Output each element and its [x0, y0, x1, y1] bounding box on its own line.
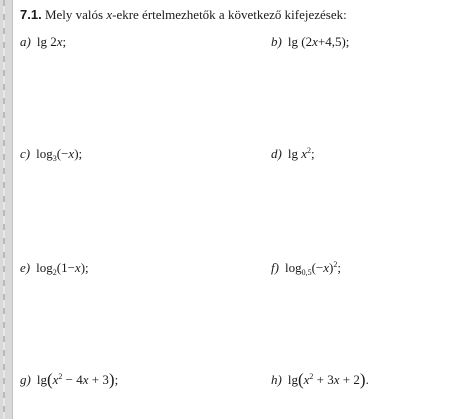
item-d-var: x	[301, 146, 307, 161]
item-g-open: (	[46, 370, 53, 389]
item-h-const: 2	[353, 372, 360, 387]
item-c-var: x	[68, 146, 75, 161]
item-h-label: h)	[271, 372, 282, 387]
item-c-base: 3	[52, 154, 57, 163]
item-f-open: (	[311, 260, 316, 275]
item-a-label: a)	[20, 34, 31, 49]
item-g-end: ;	[114, 372, 119, 387]
item-d-end: ;	[311, 146, 315, 161]
item-e-base: 2	[52, 268, 57, 277]
item-e-open: (	[56, 260, 62, 275]
item-f-label: f)	[271, 260, 279, 275]
item-h	[271, 372, 369, 388]
item-g-label: g)	[20, 372, 31, 387]
item-b-op: +	[317, 34, 326, 49]
item-b	[271, 34, 349, 50]
item-g-var2: x	[82, 372, 89, 387]
item-h-var: x	[303, 372, 310, 387]
item-a	[20, 34, 66, 50]
item-e-one: 1	[61, 260, 68, 275]
book-binding-edge	[0, 0, 13, 419]
item-c-open: (	[56, 146, 62, 161]
item-d	[271, 146, 315, 162]
item-c	[20, 146, 82, 163]
exercise-heading	[20, 7, 347, 23]
item-e-var: x	[74, 260, 81, 275]
item-e-label: e)	[20, 260, 31, 275]
item-h-coef: 3	[327, 372, 334, 387]
item-c-fn: log	[36, 146, 53, 161]
item-b-const: 4,5	[325, 34, 342, 49]
item-e-op: −	[67, 260, 75, 275]
item-g	[20, 372, 118, 388]
item-h-end: .	[365, 372, 369, 387]
exercise-intro-var: x	[106, 7, 113, 22]
item-h-close: )	[359, 370, 366, 389]
item-a-var: x	[56, 34, 63, 49]
item-g-op2: +	[91, 372, 100, 387]
item-b-label: b)	[271, 34, 282, 49]
exercise-number: 7.1.	[20, 7, 42, 22]
item-e-end: ;	[85, 260, 89, 275]
item-g-const: 3	[102, 372, 109, 387]
item-g-coef: 4	[76, 372, 83, 387]
item-f-neg: −	[315, 260, 324, 275]
item-h-open: (	[297, 370, 304, 389]
item-b-coef: 2	[305, 34, 313, 49]
item-h-fn: lg	[287, 372, 298, 387]
item-c-neg: −	[61, 146, 69, 161]
item-a-end: ;	[62, 34, 67, 49]
item-a-coef: 2	[50, 34, 57, 49]
item-b-fn: lg	[287, 34, 298, 49]
item-g-var: x	[52, 372, 59, 387]
item-h-op1: +	[316, 372, 325, 387]
item-f-exp: 2	[333, 260, 338, 269]
item-f-base: 0,5	[301, 268, 312, 277]
item-b-var: x	[312, 34, 318, 49]
item-e-fn: log	[36, 260, 53, 275]
exercise-intro-before: Mely valós	[44, 7, 107, 22]
item-h-op2: +	[342, 372, 351, 387]
item-d-label: d)	[271, 146, 282, 161]
item-f	[271, 260, 341, 277]
item-e	[20, 260, 89, 277]
item-c-end: ;	[78, 146, 83, 161]
item-a-fn: lg	[36, 34, 47, 49]
item-c-label: c)	[20, 146, 31, 161]
item-g-close: )	[108, 370, 115, 389]
item-h-exp: 2	[309, 372, 314, 381]
item-f-end: ;	[337, 260, 342, 275]
item-e-close: )	[80, 260, 86, 275]
item-g-fn: lg	[36, 372, 47, 387]
item-b-close: )	[341, 34, 346, 49]
item-f-var: x	[323, 260, 330, 275]
exercise-intro-after: -ekre értelmezhetők a következő kifejezések:	[112, 7, 347, 22]
item-h-var2: x	[333, 372, 340, 387]
item-g-exp: 2	[58, 372, 63, 381]
item-c-close: )	[74, 146, 79, 161]
item-b-open: (	[301, 34, 306, 49]
item-d-fn: lg	[287, 146, 298, 161]
item-f-close: )	[329, 260, 334, 275]
item-d-exp: 2	[307, 146, 311, 155]
item-g-op1: −	[65, 372, 74, 387]
item-f-fn: log	[284, 260, 302, 275]
item-b-end: ;	[345, 34, 350, 49]
